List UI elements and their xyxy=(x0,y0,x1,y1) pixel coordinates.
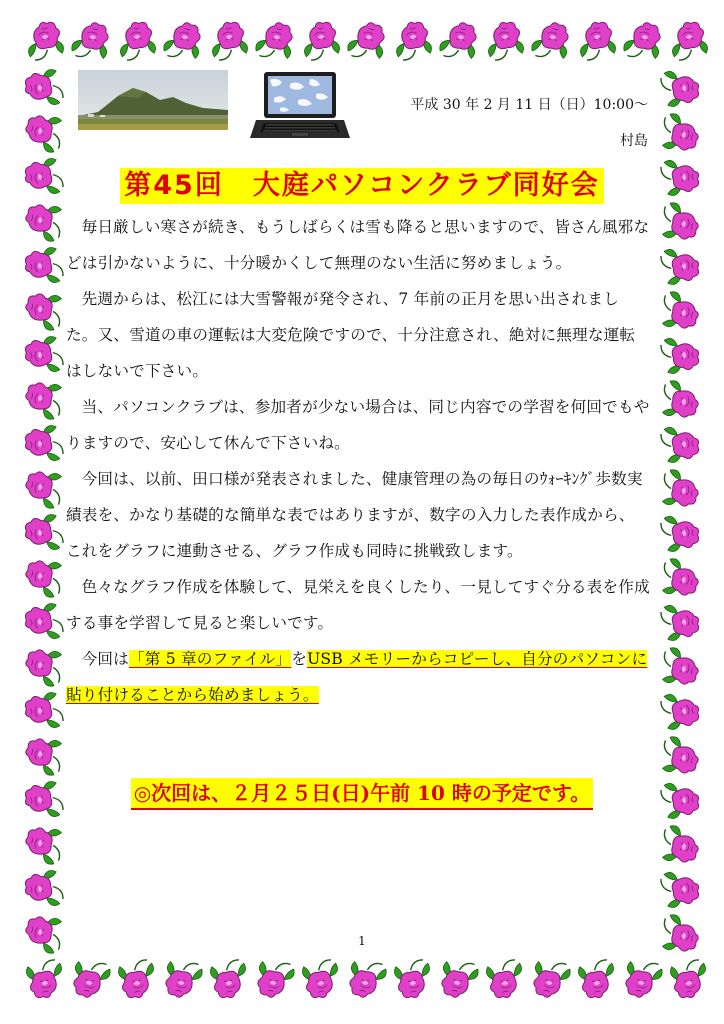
pink-flower-icon xyxy=(160,20,206,64)
pink-flower-icon xyxy=(574,956,620,1000)
pink-flower-icon xyxy=(482,956,528,1000)
author-name: 村島 xyxy=(620,133,648,149)
pink-flower-icon xyxy=(656,200,702,244)
pink-flower-icon xyxy=(206,20,252,64)
pink-flower-icon xyxy=(22,200,68,244)
pink-flower-icon xyxy=(656,111,702,155)
pink-flower-icon xyxy=(482,20,528,64)
pink-flower-icon xyxy=(620,956,666,1000)
pink-flower-icon xyxy=(206,956,252,1000)
pink-flower-icon xyxy=(252,956,298,1000)
mountain-photo xyxy=(78,70,228,130)
body-text xyxy=(66,209,650,713)
pink-flower-icon xyxy=(656,511,702,555)
pink-flower-icon xyxy=(68,20,114,64)
pink-flower-icon xyxy=(22,289,68,333)
pink-flower-icon xyxy=(22,600,68,644)
pink-flower-icon xyxy=(22,556,68,600)
pink-flower-icon xyxy=(114,20,160,64)
pink-flower-icon xyxy=(160,956,206,1000)
pink-flower-icon xyxy=(656,600,702,644)
pink-flower-icon xyxy=(656,378,702,422)
pink-flower-icon xyxy=(22,20,68,64)
pink-flower-icon xyxy=(22,689,68,733)
meeting-date: 平成 30 年 2 月 11 日（日）10:00～ xyxy=(410,97,648,113)
pink-flower-icon xyxy=(22,422,68,466)
pink-flower-icon xyxy=(666,956,712,1000)
page-number: 1 xyxy=(358,934,366,948)
pink-flower-icon xyxy=(298,956,344,1000)
pink-flower-icon xyxy=(666,20,712,64)
paragraph: 今回は、以前、田口様が発表されました、健康管理の為の毎日のｳｫｰｷﾝｸﾞ歩数実績表を、かなり基礎的な簡単な表ではありますが、数字の入力した表作成から、これをグラフに連動させる、グラフ作成も同時に挑戦致します。 xyxy=(66,470,643,560)
pink-flower-icon xyxy=(436,956,482,1000)
pink-flower-icon xyxy=(656,867,702,911)
pink-flower-icon xyxy=(68,956,114,1000)
pink-flower-icon xyxy=(22,66,68,110)
pink-flower-icon xyxy=(22,511,68,555)
pink-flower-icon xyxy=(22,734,68,778)
pink-flower-icon xyxy=(298,20,344,64)
pink-flower-icon xyxy=(22,467,68,511)
pink-flower-icon xyxy=(22,111,68,155)
paragraph: 色々なグラフ作成を体験して、見栄えを良くしたり、一見してすぐ分る表を作成する事を学習して見ると楽しいです。 xyxy=(66,578,650,632)
pink-flower-icon xyxy=(390,20,436,64)
pink-flower-icon xyxy=(390,956,436,1000)
pink-flower-icon xyxy=(656,289,702,333)
usb-instruction-highlight: USB メモリーからコピーし、自分のパソコンに貼り付けることから始めましょう。 xyxy=(66,650,648,704)
pink-flower-icon xyxy=(22,645,68,689)
pink-flower-icon xyxy=(656,823,702,867)
pink-flower-icon xyxy=(436,20,482,64)
pink-flower-icon xyxy=(656,467,702,511)
pink-flower-icon xyxy=(656,734,702,778)
pink-flower-icon xyxy=(656,244,702,288)
pink-flower-icon xyxy=(22,333,68,377)
instruction-prefix: 今回は xyxy=(81,650,129,668)
flower-border-top xyxy=(22,20,702,66)
pink-flower-icon xyxy=(22,867,68,911)
pink-flower-icon xyxy=(114,956,160,1000)
flower-border-bottom xyxy=(22,956,702,1002)
pink-flower-icon xyxy=(656,333,702,377)
next-meeting-notice: ◎次回は、２月２５日(日)午前 10 時の予定です。 xyxy=(131,778,594,810)
pink-flower-icon xyxy=(22,244,68,288)
pink-flower-icon xyxy=(528,956,574,1000)
pink-flower-icon xyxy=(22,956,68,1000)
paragraph-instructions xyxy=(66,641,650,713)
laptop-icon xyxy=(250,70,350,142)
pink-flower-icon xyxy=(656,422,702,466)
pink-flower-icon xyxy=(528,20,574,64)
pink-flower-icon xyxy=(22,823,68,867)
pink-flower-icon xyxy=(22,378,68,422)
pink-flower-icon xyxy=(574,20,620,64)
instruction-middle: を xyxy=(291,650,308,668)
paragraph: 先週からは、松江には大雪警報が発令され、7 年前の正月を思い出されました。又、雪道の車の運転は大変危険ですので、十分注意され、絶対に無理な運転はしないで下さい。 xyxy=(66,290,636,380)
pink-flower-icon xyxy=(620,20,666,64)
pink-flower-icon xyxy=(656,66,702,110)
pink-flower-icon xyxy=(252,20,298,64)
paragraph: 当、パソコンクラブは、参加者が少ない場合は、同じ内容での学習を何回でもやりますので、安心して休んで下さいね。 xyxy=(66,398,650,452)
pink-flower-icon xyxy=(656,645,702,689)
pink-flower-icon xyxy=(656,689,702,733)
document-title: 第45回 大庭パソコンクラブ同好会 xyxy=(120,168,604,204)
paragraph: 毎日厳しい寒さが続き、もうしばらくは雪も降ると思いますので、皆さん風邪などは引かないように、十分暖かくして無理のない生活に努めましょう。 xyxy=(66,218,650,272)
pink-flower-icon xyxy=(656,556,702,600)
file-name-highlight: 「第 5 章のファイル」 xyxy=(128,650,292,668)
pink-flower-icon xyxy=(344,956,390,1000)
pink-flower-icon xyxy=(344,20,390,64)
